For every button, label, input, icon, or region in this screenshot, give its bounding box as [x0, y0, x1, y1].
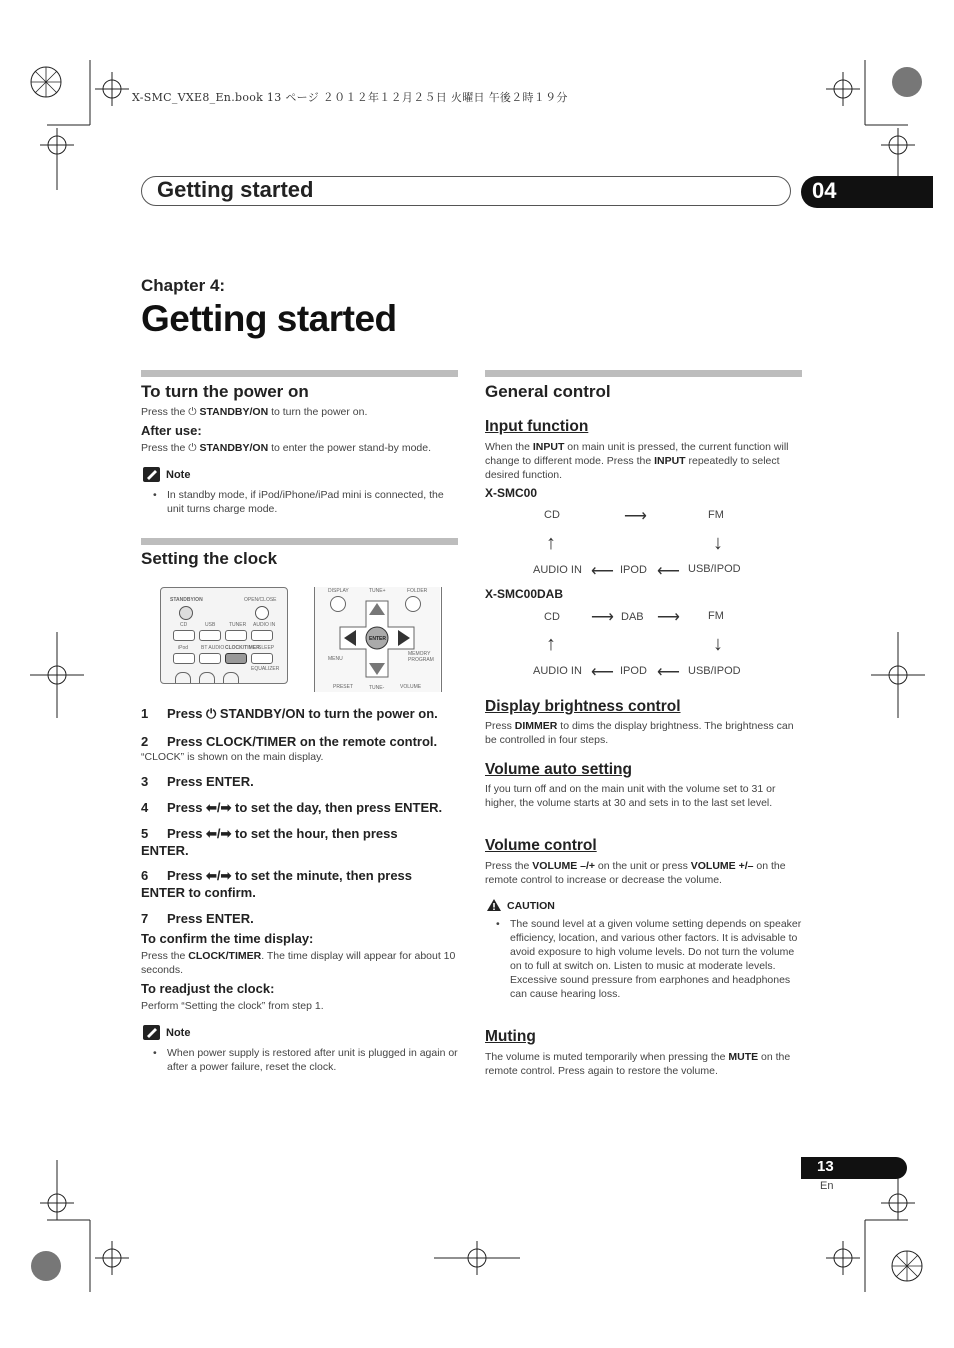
- flow-audio-in: AUDIO IN: [533, 564, 582, 576]
- arrow-right-icon: ⟶: [591, 609, 614, 626]
- input-text: When the INPUT on main unit is pressed, the current function will change to different mode. Press the INPUT repeatedly to select desired function.: [485, 441, 789, 481]
- main-unit-label: CD: [180, 622, 188, 628]
- clock-step-5: 5 Press ⬅/➡ to set the hour, then press ENTER.: [141, 826, 398, 858]
- note-item: • When power supply is restored after unit is plugged in again or after a power failure, reset the clock.: [153, 1047, 458, 1073]
- arrow-down-icon: ↓: [713, 532, 723, 554]
- main-unit-label: BT AUDIO: [201, 645, 225, 651]
- power-heading: To turn the power on: [141, 382, 309, 401]
- main-unit-illustration: [160, 587, 288, 684]
- note-label: Note: [166, 1027, 191, 1039]
- remote-illustration: [314, 587, 440, 692]
- section-divider: [141, 538, 458, 545]
- auto-volume-heading: Volume auto setting: [485, 761, 632, 778]
- eject-button-illustration: [255, 606, 269, 620]
- header-title: Getting started: [157, 177, 314, 202]
- readjust-heading: To readjust the clock:: [141, 981, 275, 996]
- volume-heading: Volume control: [485, 837, 597, 854]
- caution-icon: [486, 898, 502, 912]
- arrow-left-icon: ⟵: [657, 563, 680, 580]
- general-heading: General control: [485, 382, 611, 401]
- main-unit-label: CLOCK/TIMER: [225, 645, 260, 651]
- note-item: • In standby mode, if iPod/iPhone/iPad mini is connected, the unit turns charge mode.: [153, 489, 444, 515]
- clock-step-2: 2 Press CLOCK/TIMER on the remote control.: [141, 734, 438, 749]
- standby-button-illustration: [179, 606, 193, 620]
- clock-step-6: 6 Press ⬅/➡ to set the minute, then press ENTER to confirm.: [141, 868, 413, 900]
- flow-cd: CD: [544, 611, 560, 623]
- flow-fm: FM: [708, 610, 724, 622]
- main-unit-label: STANDBY/ON: [170, 597, 203, 603]
- clock-timer-button-illustration: [225, 653, 247, 664]
- model-1-label: X-SMC00: [485, 486, 538, 500]
- section-divider: [485, 370, 802, 377]
- remote-label: DISPLAY: [328, 588, 349, 594]
- flow-fm: FM: [708, 509, 724, 521]
- clock-step-4: 4 Press ⬅/➡ to set the day, then press ENTER.: [141, 800, 443, 815]
- note-icon: [142, 466, 162, 484]
- flow-cd: CD: [544, 509, 560, 521]
- muting-text: The volume is muted temporarily when pressing the MUTE on the remote control. Press again to restore the volume.: [485, 1051, 791, 1077]
- section-divider: [141, 370, 458, 377]
- clock-heading: Setting the clock: [141, 549, 278, 568]
- caution-label: CAUTION: [507, 900, 555, 912]
- arrow-right-icon: ⟶: [624, 508, 647, 525]
- chapter-number: 04: [812, 178, 837, 203]
- volume-text: Press the VOLUME –/+ on the unit or press VOLUME +/– on the remote control to increase or decrease the volume.: [485, 860, 786, 886]
- dimmer-heading: Display brightness control: [485, 698, 681, 715]
- main-unit-label: EQUALIZER: [251, 666, 280, 672]
- main-unit-label: TUNER: [229, 622, 247, 628]
- main-unit-label: USB: [205, 622, 216, 628]
- input-heading: Input function: [485, 418, 589, 435]
- page-number: 13: [817, 1158, 834, 1175]
- remote-label: ENTER: [369, 636, 386, 642]
- chapter-label: Chapter 4:: [141, 276, 226, 295]
- after-use-text: Press the ⏻ STANDBY/ON to enter the power stand-by mode.: [141, 442, 431, 454]
- power-icon: ⏻: [188, 406, 200, 418]
- arrow-down-icon: ↓: [713, 633, 723, 655]
- print-info-line: X-SMC_VXE8_En.book 13 ページ ２０１２年１２月２５日 火曜日 午後２時１９分: [132, 91, 568, 104]
- note-icon: [142, 1024, 162, 1042]
- remote-label: TUNE-: [369, 685, 385, 691]
- flow-ipod: IPOD: [620, 564, 647, 576]
- flow-ipod: IPOD: [620, 665, 647, 677]
- confirm-text: Press the CLOCK/TIMER. The time display will appear for about 10 seconds.: [141, 950, 456, 976]
- arrow-right-icon: ⟶: [657, 609, 680, 626]
- flow-dab: DAB: [621, 611, 644, 623]
- remote-label: MENU: [328, 656, 343, 662]
- arrow-up-icon: ↑: [546, 532, 556, 554]
- main-unit-label: SLEEP: [258, 645, 275, 651]
- flow-usb-ipod: USB/IPOD: [688, 563, 741, 575]
- power-icon: ⏻: [188, 442, 200, 454]
- dimmer-text: Press DIMMER to dims the display brightness. The brightness can be controlled in four steps.: [485, 720, 794, 746]
- power-text: Press the ⏻ STANDBY/ON to turn the power on.: [141, 406, 368, 418]
- arrow-left-icon: ⟵: [657, 664, 680, 681]
- remote-label: TUNE+: [369, 588, 386, 594]
- remote-label: PRESET: [333, 684, 354, 690]
- remote-label: VOLUME: [400, 684, 422, 690]
- confirm-heading: To confirm the time display:: [141, 931, 314, 946]
- remote-label: FOLDER: [407, 588, 428, 594]
- note-label: Note: [166, 469, 191, 481]
- readjust-text: Perform “Setting the clock” from step 1.: [141, 1000, 324, 1012]
- after-use-heading: After use:: [141, 423, 202, 438]
- flow-usb-ipod: USB/IPOD: [688, 665, 741, 677]
- clock-step-2-note: “CLOCK” is shown on the main display.: [141, 751, 324, 763]
- main-unit-label: AUDIO IN: [253, 622, 276, 628]
- model-2-label: X-SMC00DAB: [485, 587, 564, 601]
- arrow-left-icon: ⟵: [591, 563, 614, 580]
- flow-audio-in: AUDIO IN: [533, 665, 582, 677]
- clock-step-1: 1 Press ⏻ STANDBY/ON to turn the power on.: [141, 706, 438, 721]
- caution-item: • The sound level at a given volume setting depends on speaker efficiency, location, and various other factors. It is advisable to avoid exposure to high volume levels. Do not turn the volume on to full at switch on. Listen to music at moderate levels. Excessive sound pressure from earphones and headphones can cause hearing loss.: [496, 918, 802, 1000]
- remote-label: MEMORY PROGRAM: [408, 651, 434, 663]
- main-unit-label: OPEN/CLOSE: [244, 597, 277, 603]
- arrow-up-icon: ↑: [546, 633, 556, 655]
- main-unit-label: iPod: [178, 645, 189, 651]
- clock-step-3: 3 Press ENTER.: [141, 774, 254, 789]
- muting-heading: Muting: [485, 1028, 536, 1045]
- arrow-left-icon: ⟵: [591, 664, 614, 681]
- auto-volume-text: If you turn off and on the main unit with the volume set to 31 or higher, the volume starts at 30 and sets in to the last set level.: [485, 783, 776, 809]
- page-language: En: [820, 1180, 834, 1192]
- page-title: Getting started: [141, 298, 397, 339]
- clock-step-7: 7 Press ENTER.: [141, 911, 254, 926]
